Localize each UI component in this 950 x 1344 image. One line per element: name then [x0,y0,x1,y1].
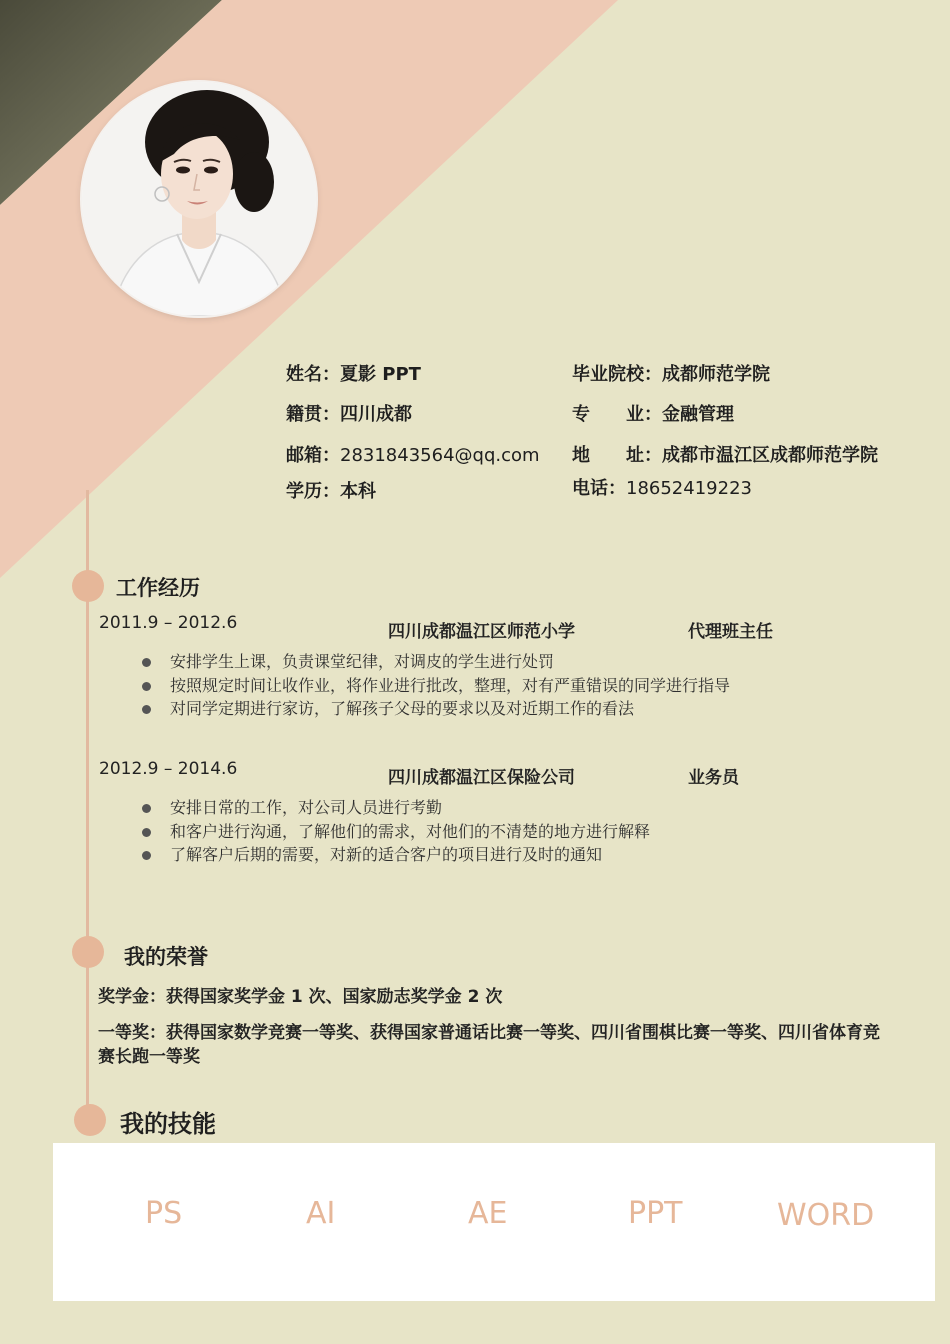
info-email [286,441,540,467]
info-school [572,360,770,386]
job-1-company: 四川成都温江区师范小学 [388,622,575,642]
hometown-label: 籍贯： [286,404,340,425]
name-value: 夏影 PPT [340,364,421,385]
skill-ae: AE [468,1196,508,1231]
phone-value: 18652419223 [626,478,752,499]
address-label: 地 址： [572,445,662,466]
skill-ps: PS [145,1196,183,1231]
job-2-date: 2012.9 – 2014.6 [99,759,238,779]
portrait-icon [82,82,316,316]
info-hometown [286,400,412,426]
address-value: 成都市温江区成都师范学院 [662,445,878,466]
education-label: 学历： [286,481,340,502]
name-label: 姓名： [286,364,340,385]
major-value: 金融管理 [662,404,734,425]
phone-label: 电话： [572,478,626,499]
education-value: 本科 [340,481,376,502]
timeline-dot-skills [74,1104,106,1136]
work-section-title: 工作经历 [116,576,200,600]
honors-section-title: 我的荣誉 [124,945,208,969]
job-2-duties [140,796,650,867]
job-1-role: 代理班主任 [688,622,773,642]
list-item: 按照规定时间让收作业，将作业进行批改，整理，对有严重错误的同学进行指导 [140,674,730,698]
timeline-dot-honors [72,936,104,968]
list-item: 安排学生上课，负责课堂纪律，对调皮的学生进行处罚 [140,650,730,674]
job-2-role: 业务员 [688,768,739,788]
skill-ai: AI [306,1196,336,1231]
honor-scholarship: 奖学金：获得国家奖学金 1 次、国家励志奖学金 2 次 [98,987,503,1007]
timeline-dot-work [72,570,104,602]
info-education [286,477,376,503]
list-item: 了解客户后期的需要，对新的适合客户的项目进行及时的通知 [140,843,650,867]
hometown-value: 四川成都 [340,404,412,425]
skills-section-title: 我的技能 [120,1110,216,1138]
honor-first-prize: 一等奖：获得国家数学竞赛一等奖、获得国家普通话比赛一等奖、四川省围棋比赛一等奖、四川省体育竞赛长跑一等奖 [98,1023,880,1067]
info-address [572,441,878,467]
list-item: 安排日常的工作，对公司人员进行考勤 [140,796,650,820]
skill-ppt: PPT [628,1196,683,1231]
profile-photo [82,82,316,316]
email-label: 邮箱： [286,445,340,466]
email-value: 2831843564@qq.com [340,445,540,466]
job-2-company: 四川成都温江区保险公司 [388,768,575,788]
major-label: 专 业： [572,404,662,425]
job-1-date: 2011.9 – 2012.6 [99,613,238,633]
job-1-duties [140,650,730,721]
info-major [572,400,734,426]
info-phone [572,474,752,500]
list-item: 和客户进行沟通，了解他们的需求，对他们的不清楚的地方进行解释 [140,820,650,844]
school-label: 毕业院校： [572,364,662,385]
list-item: 对同学定期进行家访，了解孩子父母的要求以及对近期工作的看法 [140,697,730,721]
school-value: 成都师范学院 [662,364,770,385]
info-name [286,360,421,386]
skill-word: WORD [777,1198,875,1233]
